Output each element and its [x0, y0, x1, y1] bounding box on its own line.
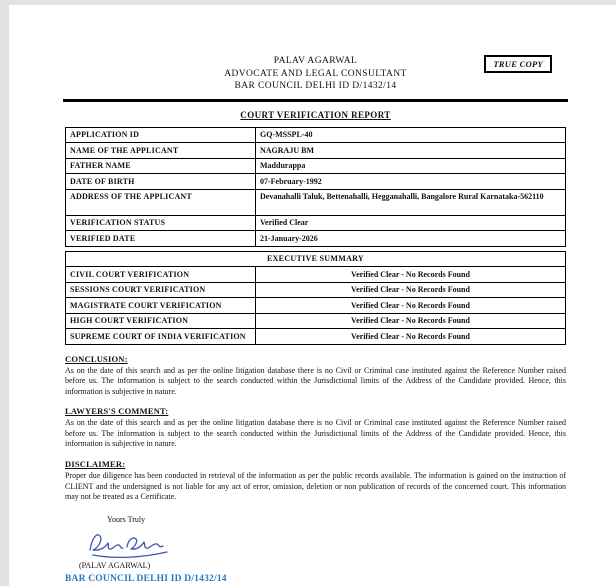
field-value: Verified Clear - No Records Found	[256, 329, 566, 345]
table-row	[66, 298, 566, 314]
field-label: SUPREME COURT OF INDIA VERIFICATION	[66, 329, 256, 345]
field-value: Verified Clear - No Records Found	[256, 313, 566, 329]
field-value: Maddurappa	[256, 158, 566, 174]
executive-summary-title: EXECUTIVE SUMMARY	[66, 251, 566, 267]
table-row	[66, 174, 566, 190]
table-row	[66, 329, 566, 345]
header-divider	[63, 99, 568, 102]
field-label: NAME OF THE APPLICANT	[66, 143, 256, 159]
table-row	[66, 127, 566, 143]
lawyers-comment-section	[65, 406, 566, 450]
letterhead-name: PALAV AGARWAL	[273, 56, 358, 66]
field-value: Verified Clear - No Records Found	[256, 267, 566, 283]
handwritten-signature	[83, 528, 175, 560]
conclusion-heading: CONCLUSION:	[65, 353, 128, 364]
true-copy-stamp: TRUE COPY	[484, 55, 552, 73]
conclusion-body: As on the date of this search and as per the online litigation database there is no Civil or Criminal case instituted against the Reference Number raised before us. The information is subject to the search conducted within the Jurisdictional limits of the Address of the Candidate provided. Hence, this information is subjective in nature.	[65, 365, 566, 396]
closing-salutation: Yours Truly	[107, 514, 146, 524]
signer-bar-id: BAR COUNCIL DELHI ID D/1432/14	[65, 573, 227, 584]
disclaimer-section	[65, 459, 566, 503]
table-row	[66, 143, 566, 159]
lawyers-comment-body: As on the date of this search and as per the online litigation database there is no Civil or Criminal case instituted against the Reference Number raised before us. The information is subject to the search conducted within the Jurisdictional limits of the Address of the Candidate provided. Hence, this information is subjective in nature.	[65, 418, 566, 449]
field-label: HIGH COURT VERIFICATION	[66, 313, 256, 329]
field-label: DATE OF BIRTH	[66, 174, 256, 190]
table-row	[66, 313, 566, 329]
table-row	[66, 215, 566, 231]
conclusion-section	[65, 354, 566, 398]
table-row	[66, 231, 566, 247]
executive-summary-table	[65, 251, 566, 345]
field-value: 21-January-2026	[256, 231, 566, 247]
letterhead	[65, 55, 566, 93]
document-page	[9, 5, 616, 586]
table-row	[66, 267, 566, 283]
field-value: GQ-MSSPL-40	[256, 127, 566, 143]
field-label: FATHER NAME	[66, 158, 256, 174]
field-value: Devanahalli Taluk, Bettenahalli, Hegganahalli, Bangalore Rural Karnataka-562110	[256, 189, 566, 215]
field-value: Verified Clear - No Records Found	[256, 282, 566, 298]
table-row	[66, 282, 566, 298]
field-label: SESSIONS COURT VERIFICATION	[66, 282, 256, 298]
table-row	[66, 158, 566, 174]
disclaimer-heading: DISCLAIMER:	[65, 459, 126, 470]
field-value: Verified Clear	[256, 215, 566, 231]
field-label: CIVIL COURT VERIFICATION	[66, 267, 256, 283]
field-value: 07-February-1992	[256, 174, 566, 190]
signer-name: (PALAV AGARWAL)	[79, 560, 151, 570]
field-label: ADDRESS OF THE APPLICANT	[66, 189, 256, 215]
document-content	[9, 5, 616, 584]
field-label: VERIFICATION STATUS	[66, 215, 256, 231]
report-title: COURT VERIFICATION REPORT	[240, 109, 391, 120]
field-label: APPLICATION ID	[66, 127, 256, 143]
field-label: VERIFIED DATE	[66, 231, 256, 247]
letterhead-bar-id: BAR COUNCIL DELHI ID D/1432/14	[234, 81, 397, 91]
field-value: Verified Clear - No Records Found	[256, 298, 566, 314]
disclaimer-body: Proper due diligence has been conducted in retrieval of the information as per the public records available. The information is gained on the instruction of CLIENT and the undersigned is not liable for any act of error, omission, deletion or non publication of records of the concerned court. This information may not be treated as a Certificate.	[65, 471, 566, 502]
field-label: MAGISTRATE COURT VERIFICATION	[66, 298, 256, 314]
lawyers-comment-heading: LAWYERS'S COMMENT:	[65, 406, 169, 417]
summary-header-row	[66, 251, 566, 267]
applicant-table	[65, 127, 566, 247]
letterhead-title: ADVOCATE AND LEGAL CONSULTANT	[224, 68, 407, 79]
field-value: NAGRAJU BM	[256, 143, 566, 159]
table-row	[66, 189, 566, 215]
